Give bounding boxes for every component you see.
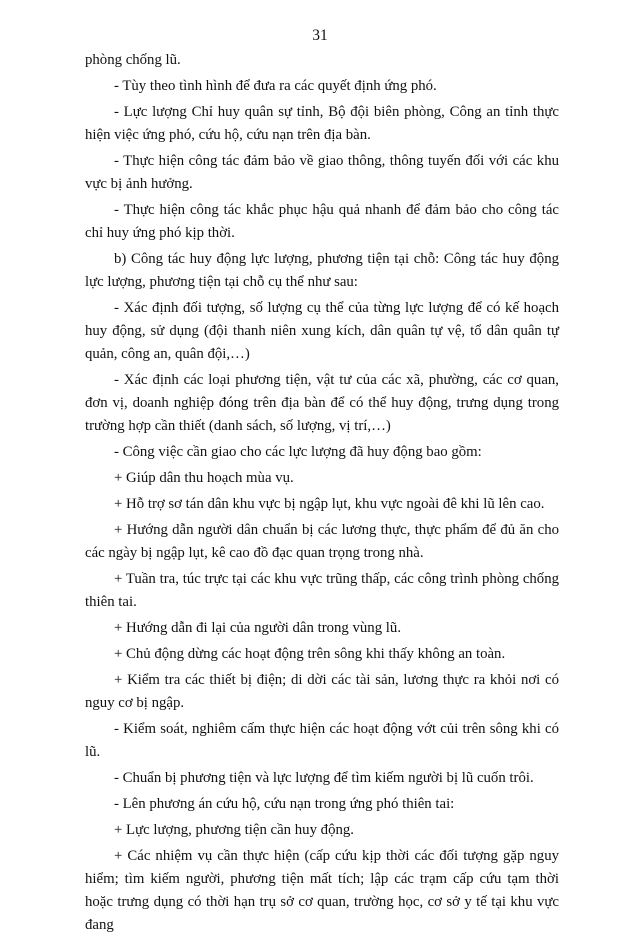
paragraph: - Kiểm soát, nghiêm cấm thực hiện các hoạt động vớt củi trên sông khi có lũ. bbox=[85, 721, 559, 760]
list-item: + Giúp dân thu hoạch mùa vụ. bbox=[114, 470, 294, 486]
paragraph: - Lực lượng Chỉ huy quân sự tỉnh, Bộ đội biên phòng, Công an tỉnh thực hiện việc ứng phó, cứu hộ, cứu nạn trên địa bàn. bbox=[85, 104, 559, 143]
page-number: 31 bbox=[312, 27, 328, 44]
paragraph: - Xác định các loại phương tiện, vật tư của các xã, phường, các cơ quan, đơn vị, doanh nghiệp đóng trên địa bàn để có thể huy động, trưng dụng trong trường hợp cần thiết (danh sách, số lượng, vị trí,…) bbox=[85, 372, 559, 434]
list-item: + Các nhiệm vụ cần thực hiện (cấp cứu kịp thời các đối tượng gặp nguy hiểm; tìm kiếm người, phương tiện mất tích; lập các trạm cấp cứu tạm thời hoặc trưng dụng có thời hạn trụ sở cơ quan, trường học, cơ sở y tế tại khu vực đang bbox=[85, 848, 559, 933]
list-item: + Lực lượng, phương tiện cần huy động. bbox=[114, 822, 354, 838]
paragraph: - Thực hiện công tác đảm bảo về giao thông, thông tuyến đối với các khu vực bị ảnh hưởng. bbox=[85, 153, 559, 192]
list-item: + Tuần tra, túc trực tại các khu vực trũng thấp, các công trình phòng chống thiên tai. bbox=[85, 571, 559, 610]
paragraph: - Tùy theo tình hình để đưa ra các quyết định ứng phó. bbox=[114, 78, 437, 94]
list-item: + Hướng dẫn người dân chuẩn bị các lương thực, thực phẩm để đủ ăn cho các ngày bị ngập lụt, kê cao đồ đạc quan trọng trong nhà. bbox=[85, 522, 559, 561]
section-heading-b: b) Công tác huy động lực lượng, phương tiện tại chỗ: Công tác huy động lực lượng, phương tiện tại chỗ cụ thể như sau: bbox=[85, 251, 559, 290]
paragraph: - Lên phương án cứu hộ, cứu nạn trong ứng phó thiên tai: bbox=[114, 796, 455, 812]
list-item: + Chủ động dừng các hoạt động trên sông khi thấy không an toàn. bbox=[114, 646, 506, 662]
paragraph-continuation: phòng chống lũ. bbox=[85, 52, 181, 68]
list-item: + Kiểm tra các thiết bị điện; di dời các tài sản, lương thực ra khỏi nơi có nguy cơ bị ngập. bbox=[85, 672, 559, 711]
paragraph: - Công việc cần giao cho các lực lượng đã huy động bao gồm: bbox=[114, 444, 482, 460]
document-body bbox=[85, 49, 559, 940]
paragraph: - Xác định đối tượng, số lượng cụ thể của từng lực lượng để có kế hoạch huy động, sử dụng (đội thanh niên xung kích, dân quân tự vệ, tổ dân quân tự quản, công an, quân đội,…) bbox=[85, 300, 559, 362]
list-item: + Hỗ trợ sơ tán dân khu vực bị ngập lụt, khu vực ngoài đê khi lũ lên cao. bbox=[114, 496, 545, 512]
paragraph: - Thực hiện công tác khắc phục hậu quả nhanh để đảm bảo cho công tác chỉ huy ứng phó kịp thời. bbox=[85, 202, 559, 241]
paragraph: - Chuẩn bị phương tiện và lực lượng để tìm kiếm người bị lũ cuốn trôi. bbox=[114, 770, 534, 786]
list-item: + Hướng dẫn đi lại của người dân trong vùng lũ. bbox=[114, 620, 402, 636]
